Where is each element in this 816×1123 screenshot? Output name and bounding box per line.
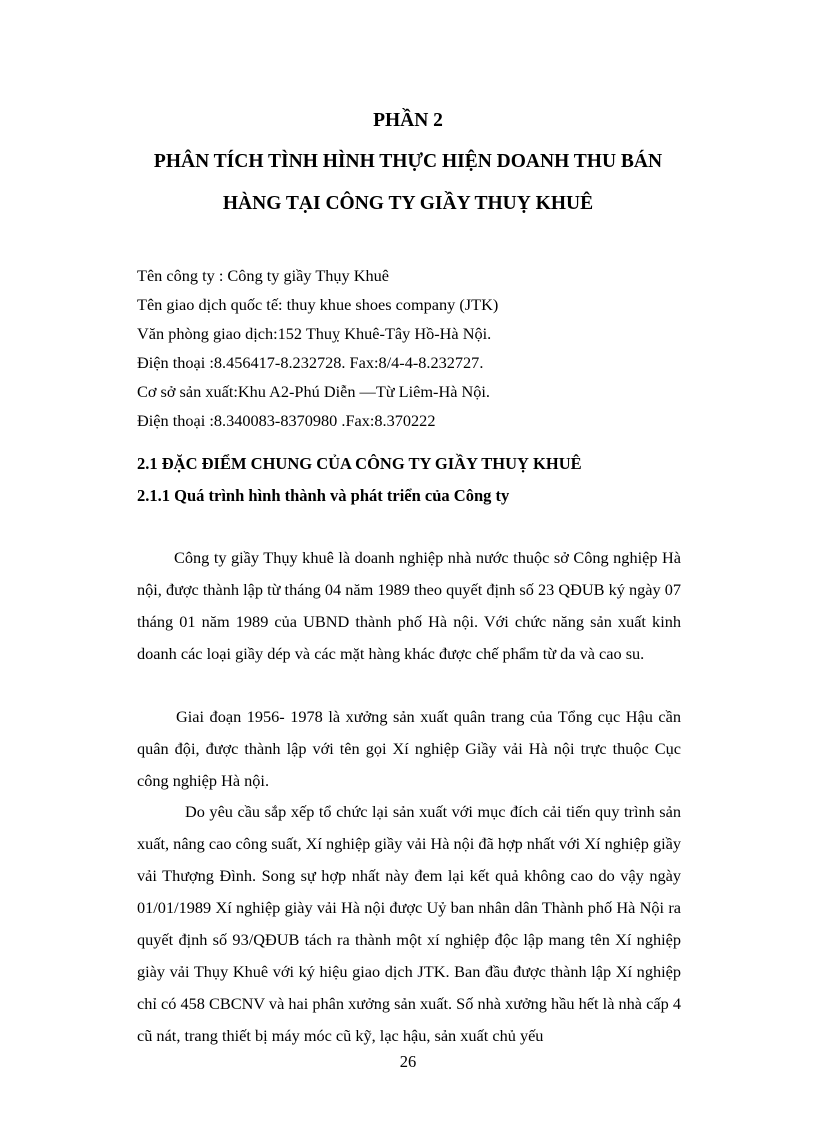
factory-address-line: Cơ sở sản xuất:Khu A2-Phú Diễn —Từ Liêm-Hà Nội. <box>137 382 490 401</box>
chapter-title-line-1: PHÂN TÍCH TÌNH HÌNH THỰC HIỆN DOANH THU BÁN <box>153 151 663 172</box>
body-paragraph: Giai đoạn 1956- 1978 là xưởng sản xuất quân trang của Tổng cục Hậu cần quân đội, được thành lập với tên gọi Xí nghiệp Giầy vải Hà nội trực thuộc Cục công nghiệp Hà nội. <box>137 707 681 790</box>
body-paragraph: Công ty giầy Thụy khuê là doanh nghiệp nhà nước thuộc sở Công nghiệp Hà nội, được thành lập từ tháng 04 năm 1989 theo quyết định số 23 QĐUB ký ngày 07 tháng 01 năm 1989 của UBND thành phố Hà nội. Với chức năng sản xuất kinh doanh các loại giầy dép và các mặt hàng khác được chế phẩm từ da và cao su. <box>137 548 681 663</box>
chapter-title-line-2: HÀNG TẠI CÔNG TY GIẦY THUỴ KHUÊ <box>222 193 594 214</box>
company-name-line: Tên công ty : Công ty giầy Thụy Khuê <box>137 266 390 285</box>
office-phone-line: Điện thoại :8.456417-8.232728. Fax:8/4-4-8.232727. <box>137 353 484 372</box>
section-heading-2-1-1: 2.1.1 Quá trình hình thành và phát triển của Công ty <box>137 486 510 505</box>
section-heading-2-1: 2.1 ĐẶC ĐIỂM CHUNG CỦA CÔNG TY GIẦY THUỴ KHUÊ <box>137 454 582 473</box>
part-heading: PHẦN 2 <box>373 110 443 131</box>
body-paragraph: Do yêu cầu sắp xếp tổ chức lại sản xuất với mục đích cải tiến quy trình sản xuất, nâng cao công suất, Xí nghiệp giầy vải Hà nội đã hợp nhất với Xí nghiệp giầy vải Thượng Đình. Song sự hợp nhất này đem lại kết quả không cao do vậy ngày 01/01/1989 Xí nghiệp giày vải Hà nội được Uỷ ban nhân dân Thành phố Hà Nội ra quyết định số 93/QĐUB tách ra thành một xí nghiệp độc lập mang tên Xí nghiệp giày vải Thụy Khuê với ký hiệu giao dịch JTK. Ban đầu được thành lập Xí nghiệp chỉ có 458 CBCNV và hai phân xưởng sản xuất. Số nhà xưởng hầu hết là nhà cấp 4 cũ nát, trang thiết bị máy móc cũ kỹ, lạc hậu, sản xuất chủ yếu <box>137 802 681 1045</box>
trade-name-line: Tên giao dịch quốc tế: thuy khue shoes company (JTK) <box>137 295 499 314</box>
office-address-line: Văn phòng giao dịch:152 Thuỵ Khuê-Tây Hồ-Hà Nội. <box>137 324 492 343</box>
factory-phone-line: Điện thoại :8.340083-8370980 .Fax:8.370222 <box>137 411 436 430</box>
page-number: 26 <box>399 1052 417 1071</box>
